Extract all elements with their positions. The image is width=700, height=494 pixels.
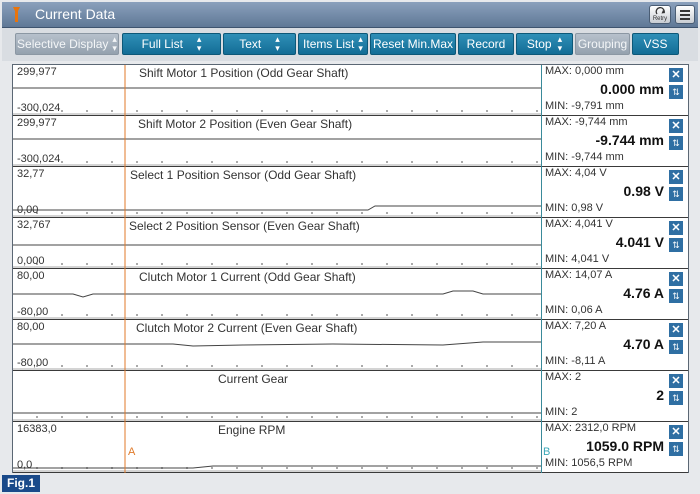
sensor-value: 2: [656, 387, 664, 403]
updown-icon: ▴ ▾: [112, 34, 117, 53]
selective-display-label: Selective Display: [17, 37, 109, 51]
sensor-name: Shift Motor 2 Position (Even Gear Shaft): [138, 117, 353, 131]
sensor-max: MAX: 2312,0 RPM: [545, 422, 637, 434]
sensor-min: MIN: 0,98 V: [545, 202, 604, 214]
text-label: Text: [239, 37, 262, 51]
graph-y-min: 0,000: [17, 255, 45, 267]
selective-display-select[interactable]: [15, 33, 119, 55]
sensor-min: MIN: -9,744 mm: [545, 151, 624, 163]
sensor-row: [13, 167, 688, 218]
sensor-value: -9.744 mm: [595, 132, 664, 148]
grouping-button[interactable]: [575, 33, 630, 55]
sensor-info: [542, 371, 688, 422]
record-button[interactable]: [458, 33, 514, 55]
sensor-graph: [13, 116, 541, 167]
grouping-label: Grouping: [577, 37, 628, 51]
graph-y-max: 299,977: [17, 66, 57, 78]
graph-y-min: -80,00: [17, 306, 49, 318]
sensor-min: MIN: 4,041 V: [545, 253, 610, 265]
graph-y-max: 80,00: [17, 321, 45, 333]
sensor-value: 0.000 mm: [600, 81, 664, 97]
sensor-info: [542, 218, 688, 269]
sensor-max: MAX: 4,04 V: [545, 167, 607, 179]
graph-y-min: -300,024: [17, 102, 61, 114]
graph-y-min: -80,00: [17, 357, 49, 369]
data-panel: [12, 64, 689, 473]
sensor-max: MAX: 4,041 V: [545, 218, 613, 230]
sensor-row: [13, 371, 688, 422]
sensor-row: [13, 218, 688, 269]
updown-icon: ▴ ▾: [275, 34, 280, 53]
close-icon[interactable]: ✕: [669, 221, 683, 235]
close-icon[interactable]: ✕: [669, 170, 683, 184]
vss-button[interactable]: [632, 33, 679, 55]
updown-icon[interactable]: ⇅: [669, 340, 683, 354]
updown-icon[interactable]: ⇅: [669, 85, 683, 99]
sensor-name: Clutch Motor 2 Current (Even Gear Shaft): [136, 321, 358, 335]
sensor-row: [13, 65, 688, 116]
reset-min-max-label: Reset Min.Max: [372, 37, 454, 51]
sensor-max: MAX: 14,07 A: [545, 269, 613, 281]
updown-icon: ▴ ▾: [358, 34, 363, 53]
sensor-info: [542, 269, 688, 320]
sensor-graph: [13, 218, 541, 269]
sensor-min: MIN: -9,791 mm: [545, 100, 624, 112]
full-list-select[interactable]: [122, 33, 221, 55]
close-icon[interactable]: ✕: [669, 323, 683, 337]
graph-y-max: 32,767: [17, 219, 51, 231]
sensor-max: MAX: 2: [545, 371, 582, 383]
vss-label: VSS: [643, 37, 668, 51]
sensor-value: 4.041 V: [615, 234, 664, 250]
sensor-row: [13, 320, 688, 371]
sensor-info: [542, 422, 688, 473]
sensor-graph: [13, 167, 541, 218]
updown-icon[interactable]: ⇅: [669, 442, 683, 456]
retry-label: Retry: [652, 16, 668, 22]
stop-select[interactable]: [516, 33, 573, 55]
updown-icon: ▴ ▾: [196, 34, 202, 53]
sensor-min: MIN: 2: [545, 406, 578, 418]
graph-y-min: 0,00: [17, 204, 39, 216]
reset-min-max-button[interactable]: [370, 33, 456, 55]
updown-icon[interactable]: ⇅: [669, 289, 683, 303]
stop-label: Stop: [526, 37, 552, 51]
sensor-value: 4.70 A: [623, 336, 664, 352]
graph-y-min: -300,024: [17, 153, 61, 165]
graph-y-max: 16383,0: [17, 423, 57, 435]
sensor-info: [542, 320, 688, 371]
sensor-row: [13, 116, 688, 167]
wrench-icon: [12, 7, 21, 22]
sensor-name: Shift Motor 1 Position (Odd Gear Shaft): [139, 66, 349, 80]
sensor-name: Select 1 Position Sensor (Odd Gear Shaft): [130, 168, 357, 182]
sensor-graph: [13, 65, 541, 116]
sensor-row: [13, 269, 688, 320]
marker-a-label: A: [128, 446, 136, 458]
text-select[interactable]: [223, 33, 296, 55]
updown-icon[interactable]: ⇅: [669, 136, 683, 150]
updown-icon[interactable]: ⇅: [669, 391, 683, 405]
sensor-min: MIN: 0,06 A: [545, 304, 603, 316]
updown-icon[interactable]: ⇅: [669, 187, 683, 201]
figure-label: Fig.1: [2, 475, 40, 492]
sensor-max: MAX: 0,000 mm: [545, 65, 624, 77]
close-icon[interactable]: ✕: [669, 272, 683, 286]
close-icon[interactable]: ✕: [669, 119, 683, 133]
sensor-graph: [13, 269, 541, 320]
sensor-name: Select 2 Position Sensor (Even Gear Shaft): [129, 219, 360, 233]
sensor-min: MIN: -8,11 A: [545, 355, 606, 367]
sensor-row: [13, 422, 688, 473]
sensor-info: [542, 65, 688, 116]
graph-y-max: 80,00: [17, 270, 45, 282]
graph-y-max: 299,977: [17, 117, 57, 129]
sensor-max: MAX: 7,20 A: [545, 320, 607, 332]
menu-button[interactable]: [675, 5, 695, 24]
updown-icon: ▴ ▾: [557, 34, 563, 53]
sensor-graph: [13, 320, 541, 371]
title-bar: [2, 2, 698, 28]
full-list-label: Full List: [141, 37, 183, 51]
sensor-info: [542, 167, 688, 218]
close-icon[interactable]: ✕: [669, 68, 683, 82]
sensor-name: Current Gear: [218, 372, 289, 386]
marker-b-label: B: [543, 446, 551, 458]
graph-y-min: 0,0: [17, 459, 33, 471]
sensor-value: 0.98 V: [623, 183, 664, 199]
items-list-select[interactable]: [298, 33, 368, 55]
close-icon[interactable]: ✕: [669, 425, 683, 439]
toolbar: [2, 28, 698, 61]
sensor-info: [542, 116, 688, 167]
sensor-min: MIN: 1056,5 RPM: [545, 457, 633, 469]
retry-button[interactable]: [649, 5, 671, 24]
window-title: Current Data: [35, 6, 116, 22]
sensor-name: Engine RPM: [218, 423, 286, 437]
items-list-label: Items List: [303, 37, 355, 51]
sensor-value: 1059.0 RPM: [586, 438, 664, 454]
sensor-name: Clutch Motor 1 Current (Odd Gear Shaft): [139, 270, 356, 284]
sensor-value: 4.76 A: [623, 285, 664, 301]
record-label: Record: [466, 37, 506, 51]
close-icon[interactable]: ✕: [669, 374, 683, 388]
sensor-graph: [13, 371, 541, 422]
updown-icon[interactable]: ⇅: [669, 238, 683, 252]
sensor-max: MAX: -9,744 mm: [545, 116, 628, 128]
graph-y-max: 32,77: [17, 168, 45, 180]
sensor-graph: [13, 422, 541, 473]
